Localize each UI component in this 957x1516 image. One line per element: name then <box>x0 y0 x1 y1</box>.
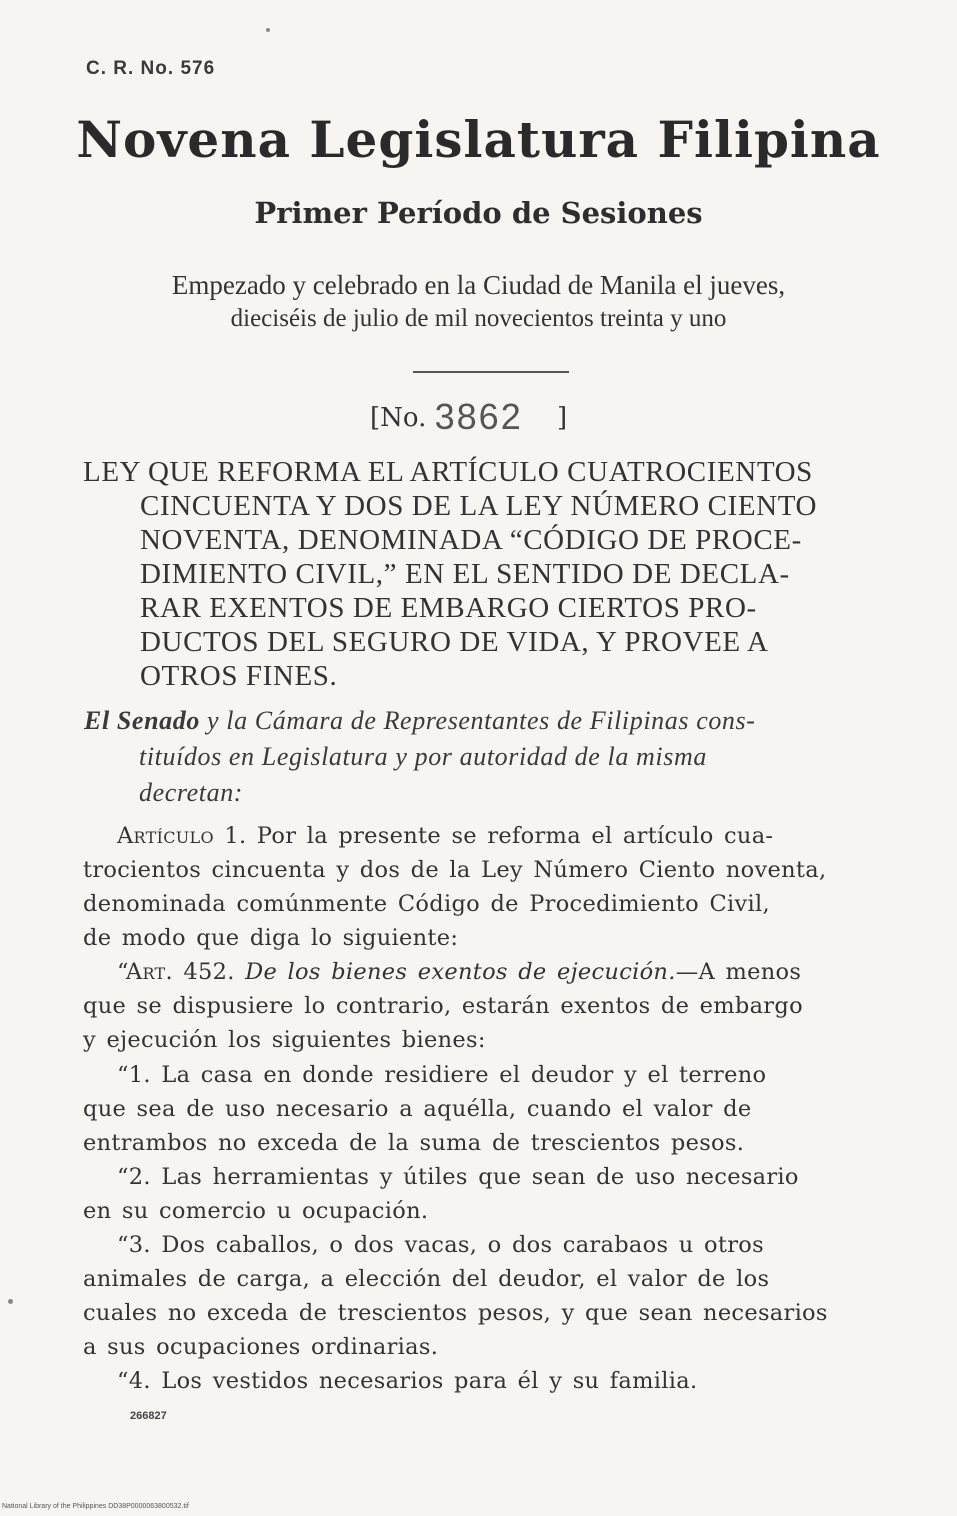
art-452-heading: De los bienes exentos de ejecución. <box>234 959 676 985</box>
legislature-title: Novena Legislatura Filipina <box>76 110 881 169</box>
enacting-clause-line: decretan: <box>139 778 244 807</box>
act-number <box>370 393 567 435</box>
session-start-line-1: Empezado y celebrado en la Ciudad de Manila el jueves, <box>171 270 786 300</box>
article-1-line: trocientos cincuenta y dos de la Ley Número Ciento noventa, <box>83 857 827 883</box>
article-1-line: de modo que diga lo siguiente: <box>83 925 459 951</box>
act-title-line: NOVENTA, DENOMINADA “CÓDIGO DE PROCE- <box>140 524 802 556</box>
act-title-line: DIMIENTO CIVIL,” EN EL SENTIDO DE DECLA- <box>140 558 790 590</box>
art-452-line <box>117 959 801 985</box>
act-title-line: LEY QUE REFORMA EL ARTÍCULO CUATROCIENTOS <box>83 456 813 488</box>
item-line: cuales no exceda de trescientos pesos, y que sean necesarios <box>83 1300 828 1326</box>
printer-code: 266827 <box>130 1410 167 1422</box>
act-title-line: RAR EXENTOS DE EMBARGO CIERTOS PRO- <box>140 592 757 624</box>
act-number-prefix: [No. <box>370 403 427 433</box>
item-line: entrambos no exceda de la suma de trescientos pesos. <box>83 1130 745 1156</box>
enacting-clause-line <box>84 706 756 736</box>
art-452-tail: —A menos <box>675 959 802 985</box>
item-line: “4. Los vestidos necesarios para él y su familia. <box>117 1368 698 1394</box>
divider-rule <box>413 371 569 373</box>
item-line: a sus ocupaciones ordinarias. <box>83 1334 439 1360</box>
act-number-suffix: ] <box>556 403 568 433</box>
item-line: animales de carga, a elección del deudor, el valor de los <box>83 1266 770 1292</box>
art-452-line: y ejecución los siguientes bienes: <box>83 1027 486 1053</box>
session-start-line-2: dieciséis de julio de mil novecientos treinta y uno <box>230 305 727 332</box>
act-number-value: 3862 <box>434 396 523 437</box>
art-452-line: que se dispusiere lo contrario, estarán exentos de embargo <box>83 993 803 1019</box>
article-1-line <box>117 823 773 849</box>
act-title-line: DUCTOS DEL SEGURO DE VIDA, Y PROVEE A <box>140 626 769 658</box>
cr-number: C. R. No. 576 <box>86 58 216 79</box>
item-line: “3. Dos caballos, o dos vacas, o dos carabaos u otros <box>117 1232 764 1258</box>
enacting-lead: El Senado <box>84 706 200 735</box>
article-1-label: Artículo 1. <box>117 823 247 849</box>
enacting-clause-line: tituídos en Legislatura y por autoridad de la misma <box>139 742 707 771</box>
scan-footer: National Library of the Philippines DD38P0000063800532.tif <box>2 1503 189 1510</box>
item-line: “1. La casa en donde residiere el deudor y el terreno <box>117 1062 767 1088</box>
item-line: “2. Las herramientas y útiles que sean de uso necesario <box>117 1164 799 1190</box>
enacting-rest: y la Cámara de Representantes de Filipinas cons- <box>199 706 756 735</box>
session-title: Primer Período de Sesiones <box>254 196 703 230</box>
item-line: en su comercio u ocupación. <box>83 1198 429 1224</box>
act-title-line: CINCUENTA Y DOS DE LA LEY NÚMERO CIENTO <box>140 490 818 522</box>
art-452-label: “Art. 452. <box>117 959 235 985</box>
article-1-line: denominada comúnmente Código de Procedimiento Civil, <box>83 891 770 917</box>
act-title-line: OTROS FINES. <box>140 660 338 692</box>
scan-speck <box>266 28 270 32</box>
scan-speck <box>8 1299 13 1304</box>
article-1-text: Por la presente se reforma el artículo cua- <box>246 823 774 849</box>
item-line: que sea de uso necesario a aquélla, cuando el valor de <box>83 1096 752 1122</box>
